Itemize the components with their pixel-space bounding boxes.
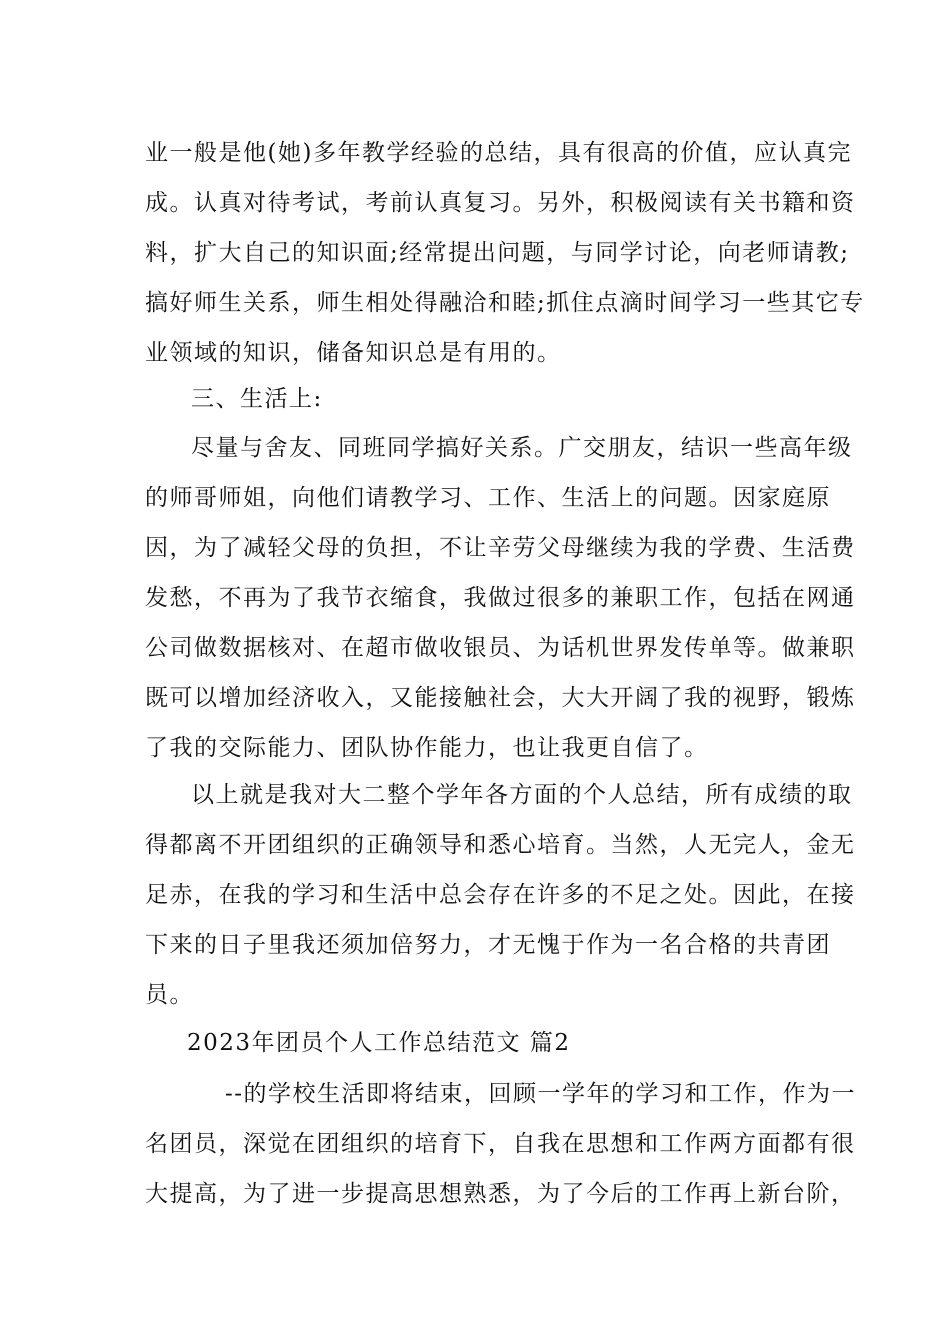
text-line: --的学校生活即将结束，回顾一学年的学习和工作，作为一 — [225, 1081, 857, 1107]
paragraph-life — [145, 423, 856, 773]
text-line: 足赤，在我的学习和生活中总会存在许多的不足之处。因此，在接 — [145, 882, 856, 908]
text-line: 搞好师生关系，师生相处得融洽和睦;抓住点滴时间学习一些其它专 — [145, 290, 865, 316]
text-line: 业一般是他(她)多年教学经验的总结，具有很高的价值，应认真完 — [145, 140, 852, 166]
text-line: 业领域的知识，储备知识总是有用的。 — [145, 340, 562, 366]
section-heading-life — [145, 374, 810, 424]
text-line: 下来的日子里我还须加倍努力，才无愧于作为一名合格的共青团 — [145, 932, 831, 958]
text-line: 尽量与舍友、同班同学搞好关系。广交朋友，结识一些高年级 — [191, 435, 853, 461]
text-line: 发愁，不再为了我节衣缩食，我做过很多的兼职工作，包括在网通 — [145, 585, 856, 611]
section-title-text: 2023年团员个人工作总结范文 篇2 — [187, 1030, 571, 1056]
text-line: 料，扩大自己的知识面;经常提出问题，与同学讨论，向老师请教; — [145, 240, 850, 266]
text-line: 员。 — [145, 982, 194, 1008]
paragraph-part-2 — [145, 1069, 857, 1219]
text-line: 得都离不开团组织的正确领导和悉心培育。当然，人无完人，金无 — [145, 832, 856, 858]
paragraph-study-continued — [145, 128, 865, 378]
text-line: 了我的交际能力、团队协作能力，也让我更自信了。 — [145, 735, 709, 761]
text-line: 既可以增加经济收入，又能接触社会，大大开阔了我的视野，锻炼 — [145, 685, 856, 711]
paragraph-summary — [145, 770, 856, 1020]
text-line: 大提高，为了进一步提高思想熟悉，为了今后的工作再上新台阶， — [145, 1181, 856, 1207]
section-title — [145, 1018, 810, 1068]
text-line: 公司做数据核对、在超市做收银员、为话机世界发传单等。做兼职 — [145, 635, 856, 661]
heading-text: 三、生活上: — [191, 386, 323, 412]
text-line: 名团员，深觉在团组织的培育下，自我在思想和工作两方面都有很 — [145, 1131, 856, 1157]
text-line: 以上就是我对大二整个学年各方面的个人总结，所有成绩的取 — [191, 782, 853, 808]
text-line: 成。认真对待考试，考前认真复习。另外，积极阅读有关书籍和资 — [145, 190, 856, 216]
text-line: 因，为了减轻父母的负担，不让辛劳父母继续为我的学费、生活费 — [145, 535, 856, 561]
text-line: 的师哥师姐，向他们请教学习、工作、生活上的问题。因家庭原 — [145, 485, 831, 511]
